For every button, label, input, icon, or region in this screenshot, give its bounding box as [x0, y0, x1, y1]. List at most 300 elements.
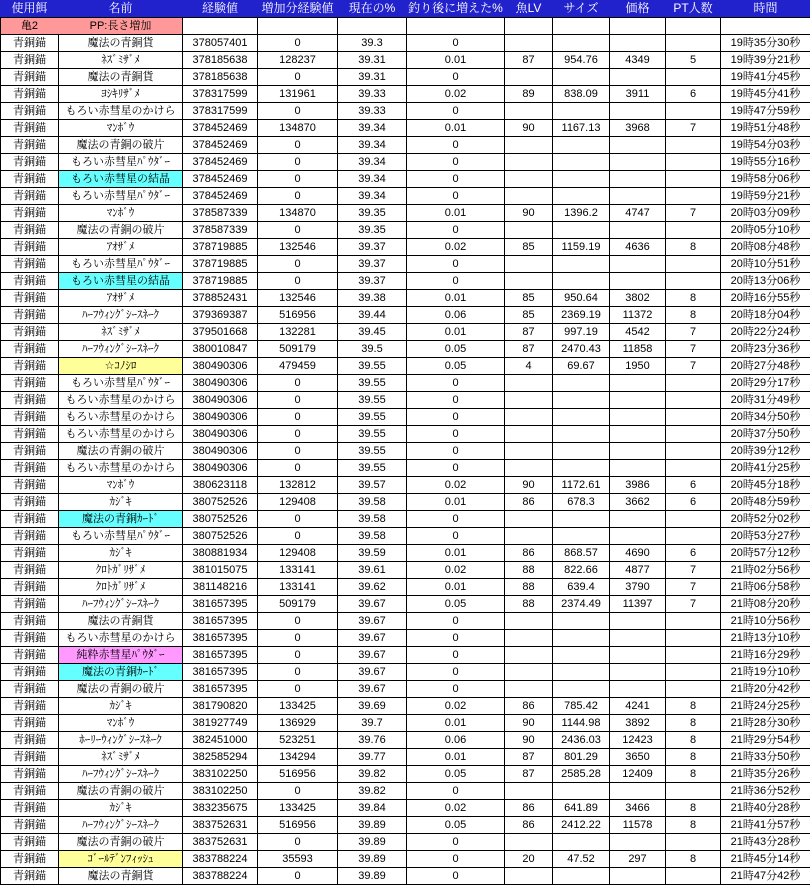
cell-gain[interactable]: 132812: [258, 477, 338, 494]
cell-size[interactable]: 801.29: [553, 749, 610, 766]
cell-pt[interactable]: 8: [666, 800, 721, 817]
cell-exp[interactable]: 381148216: [183, 579, 258, 596]
cell-bait[interactable]: 青銅錨: [1, 154, 59, 171]
cell-gain[interactable]: 0: [258, 256, 338, 273]
cell-size[interactable]: [553, 103, 610, 120]
cell-exp[interactable]: 381657395: [183, 630, 258, 647]
cell-lv[interactable]: [505, 69, 553, 86]
cell-gain[interactable]: 0: [258, 511, 338, 528]
cell-bait[interactable]: 青銅錨: [1, 749, 59, 766]
cell-exp[interactable]: 381657395: [183, 613, 258, 630]
cell-bait[interactable]: 青銅錨: [1, 494, 59, 511]
cell-name[interactable]: ﾏﾝﾎﾞｳ: [59, 120, 183, 137]
cell-exp[interactable]: 378719885: [183, 239, 258, 256]
cell-price[interactable]: [610, 273, 666, 290]
cell-size[interactable]: 1167.13: [553, 120, 610, 137]
cell-pgain[interactable]: 0.05: [407, 596, 505, 613]
empty-cell[interactable]: [407, 18, 505, 35]
cell-name[interactable]: ｸﾛﾄｶﾞﾘｻﾞﾒ: [59, 579, 183, 596]
cell-bait[interactable]: 青銅錨: [1, 171, 59, 188]
cell-pct[interactable]: 39.34: [338, 171, 407, 188]
cell-price[interactable]: 4747: [610, 205, 666, 222]
cell-name[interactable]: ﾏﾝﾎﾞｳ: [59, 715, 183, 732]
cell-size[interactable]: [553, 426, 610, 443]
cell-price[interactable]: 3986: [610, 477, 666, 494]
cell-pt[interactable]: 8: [666, 766, 721, 783]
cell-price[interactable]: [610, 188, 666, 205]
cell-bait[interactable]: 青銅錨: [1, 103, 59, 120]
col-header-fish-lv[interactable]: 魚LV: [505, 1, 553, 18]
cell-lv[interactable]: [505, 511, 553, 528]
cell-price[interactable]: 4877: [610, 562, 666, 579]
cell-pct[interactable]: 39.61: [338, 562, 407, 579]
cell-name[interactable]: もろい赤彗星ﾊﾟｳﾀﾞｰ: [59, 375, 183, 392]
cell-pgain[interactable]: 0: [407, 664, 505, 681]
cell-name[interactable]: ﾈｽﾞﾐｻﾞﾒ: [59, 52, 183, 69]
cell-pct[interactable]: 39.67: [338, 647, 407, 664]
cell-gain[interactable]: 129408: [258, 494, 338, 511]
cell-pgain[interactable]: 0: [407, 647, 505, 664]
cell-time[interactable]: 21時47分42秒: [721, 868, 810, 885]
cell-lv[interactable]: 90: [505, 732, 553, 749]
cell-exp[interactable]: 383752631: [183, 817, 258, 834]
cell-exp[interactable]: 380752526: [183, 494, 258, 511]
cell-pct[interactable]: 39.55: [338, 409, 407, 426]
cell-price[interactable]: [610, 783, 666, 800]
cell-name[interactable]: もろい赤彗星の結晶: [59, 171, 183, 188]
cell-size[interactable]: [553, 647, 610, 664]
cell-price[interactable]: [610, 375, 666, 392]
cell-price[interactable]: [610, 443, 666, 460]
cell-exp[interactable]: 380490306: [183, 460, 258, 477]
cell-price[interactable]: 3790: [610, 579, 666, 596]
cell-lv[interactable]: [505, 35, 553, 52]
cell-size[interactable]: 785.42: [553, 698, 610, 715]
cell-size[interactable]: 69.67: [553, 358, 610, 375]
cell-pt[interactable]: [666, 834, 721, 851]
cell-name[interactable]: もろい赤彗星のかけら: [59, 426, 183, 443]
empty-cell[interactable]: [183, 18, 258, 35]
cell-time[interactable]: 19時39分21秒: [721, 52, 810, 69]
cell-gain[interactable]: 0: [258, 188, 338, 205]
cell-lv[interactable]: 86: [505, 800, 553, 817]
cell-exp[interactable]: 382585294: [183, 749, 258, 766]
cell-pgain[interactable]: 0: [407, 426, 505, 443]
cell-pt[interactable]: 8: [666, 749, 721, 766]
cell-size[interactable]: [553, 613, 610, 630]
cell-bait[interactable]: 青銅錨: [1, 579, 59, 596]
cell-pt[interactable]: 8: [666, 715, 721, 732]
cell-time[interactable]: 21時35分26秒: [721, 766, 810, 783]
cell-pgain[interactable]: 0: [407, 137, 505, 154]
cell-name[interactable]: ﾖｼｷﾘｻﾞﾒ: [59, 86, 183, 103]
cell-lv[interactable]: 90: [505, 120, 553, 137]
cell-name[interactable]: 魔法の青銅貨: [59, 613, 183, 630]
cell-pt[interactable]: [666, 443, 721, 460]
cell-lv[interactable]: 20: [505, 851, 553, 868]
cell-exp[interactable]: 380623118: [183, 477, 258, 494]
cell-bait[interactable]: 青銅錨: [1, 137, 59, 154]
cell-time[interactable]: 20時31分49秒: [721, 392, 810, 409]
cell-time[interactable]: 19時55分16秒: [721, 154, 810, 171]
cell-name[interactable]: もろい赤彗星のかけら: [59, 630, 183, 647]
cell-bait[interactable]: 青銅錨: [1, 834, 59, 851]
cell-gain[interactable]: 0: [258, 528, 338, 545]
cell-time[interactable]: 21時29分54秒: [721, 732, 810, 749]
cell-name[interactable]: 魔法の青銅の破片: [59, 443, 183, 460]
cell-pct[interactable]: 39.55: [338, 443, 407, 460]
cell-lv[interactable]: 85: [505, 239, 553, 256]
cell-bait[interactable]: 青銅錨: [1, 52, 59, 69]
cell-price[interactable]: 4690: [610, 545, 666, 562]
cell-pt[interactable]: 8: [666, 817, 721, 834]
cell-price[interactable]: [610, 613, 666, 630]
cell-name[interactable]: 魔法の青銅の破片: [59, 834, 183, 851]
cell-bait[interactable]: 青銅錨: [1, 681, 59, 698]
cell-time[interactable]: 19時58分06秒: [721, 171, 810, 188]
cell-gain[interactable]: 133425: [258, 800, 338, 817]
cell-pgain[interactable]: 0.01: [407, 715, 505, 732]
cell-time[interactable]: 21時28分30秒: [721, 715, 810, 732]
cell-pgain[interactable]: 0: [407, 511, 505, 528]
cell-gain[interactable]: 0: [258, 409, 338, 426]
cell-exp[interactable]: 380752526: [183, 511, 258, 528]
subheader-note-cell[interactable]: PP:長さ増加: [59, 18, 183, 35]
empty-cell[interactable]: [505, 18, 553, 35]
cell-name[interactable]: ☆ｺﾉｼﾛ: [59, 358, 183, 375]
cell-pgain[interactable]: 0.02: [407, 239, 505, 256]
cell-gain[interactable]: 516956: [258, 307, 338, 324]
cell-name[interactable]: ﾊｰﾌｳｨﾝｸﾞｼｰｽﾈｰｸ: [59, 341, 183, 358]
cell-pt[interactable]: 8: [666, 239, 721, 256]
cell-time[interactable]: 21時19分10秒: [721, 664, 810, 681]
cell-size[interactable]: 1144.98: [553, 715, 610, 732]
cell-pgain[interactable]: 0.02: [407, 477, 505, 494]
cell-price[interactable]: 4542: [610, 324, 666, 341]
cell-gain[interactable]: 0: [258, 35, 338, 52]
cell-pgain[interactable]: 0: [407, 834, 505, 851]
cell-price[interactable]: 1950: [610, 358, 666, 375]
cell-exp[interactable]: 383102250: [183, 783, 258, 800]
cell-exp[interactable]: 383102250: [183, 766, 258, 783]
cell-gain[interactable]: 0: [258, 630, 338, 647]
cell-gain[interactable]: 0: [258, 647, 338, 664]
cell-pct[interactable]: 39.37: [338, 239, 407, 256]
col-header-size[interactable]: サイズ: [553, 1, 610, 18]
cell-lv[interactable]: [505, 409, 553, 426]
cell-pct[interactable]: 39.55: [338, 358, 407, 375]
cell-name[interactable]: ｶｼﾞｷ: [59, 494, 183, 511]
cell-lv[interactable]: 88: [505, 596, 553, 613]
empty-cell[interactable]: [610, 18, 666, 35]
cell-pt[interactable]: [666, 222, 721, 239]
cell-gain[interactable]: 0: [258, 137, 338, 154]
cell-size[interactable]: 2369.19: [553, 307, 610, 324]
cell-pct[interactable]: 39.82: [338, 783, 407, 800]
cell-time[interactable]: 19時59分21秒: [721, 188, 810, 205]
cell-time[interactable]: 20時45分18秒: [721, 477, 810, 494]
cell-pt[interactable]: 7: [666, 562, 721, 579]
cell-lv[interactable]: [505, 460, 553, 477]
cell-bait[interactable]: 青銅錨: [1, 647, 59, 664]
cell-name[interactable]: ﾈｽﾞﾐｻﾞﾒ: [59, 324, 183, 341]
cell-pt[interactable]: 7: [666, 596, 721, 613]
cell-time[interactable]: 20時03分09秒: [721, 205, 810, 222]
cell-price[interactable]: 11397: [610, 596, 666, 613]
cell-time[interactable]: 20時52分02秒: [721, 511, 810, 528]
cell-exp[interactable]: 383752631: [183, 834, 258, 851]
cell-price[interactable]: [610, 69, 666, 86]
cell-price[interactable]: [610, 460, 666, 477]
cell-exp[interactable]: 379369387: [183, 307, 258, 324]
cell-exp[interactable]: 380752526: [183, 528, 258, 545]
cell-size[interactable]: 641.89: [553, 800, 610, 817]
cell-pct[interactable]: 39.89: [338, 851, 407, 868]
cell-bait[interactable]: 青銅錨: [1, 324, 59, 341]
cell-gain[interactable]: 0: [258, 664, 338, 681]
cell-bait[interactable]: 青銅錨: [1, 630, 59, 647]
cell-bait[interactable]: 青銅錨: [1, 800, 59, 817]
cell-pct[interactable]: 39.77: [338, 749, 407, 766]
cell-bait[interactable]: 青銅錨: [1, 205, 59, 222]
cell-bait[interactable]: 青銅錨: [1, 86, 59, 103]
cell-price[interactable]: 4636: [610, 239, 666, 256]
cell-price[interactable]: [610, 103, 666, 120]
cell-pt[interactable]: [666, 273, 721, 290]
cell-lv[interactable]: 86: [505, 817, 553, 834]
cell-price[interactable]: [610, 256, 666, 273]
cell-gain[interactable]: 0: [258, 681, 338, 698]
cell-gain[interactable]: 0: [258, 834, 338, 851]
cell-bait[interactable]: 青銅錨: [1, 239, 59, 256]
cell-pct[interactable]: 39.76: [338, 732, 407, 749]
cell-bait[interactable]: 青銅錨: [1, 613, 59, 630]
cell-gain[interactable]: 0: [258, 443, 338, 460]
cell-lv[interactable]: 87: [505, 766, 553, 783]
cell-price[interactable]: [610, 664, 666, 681]
cell-exp[interactable]: 378185638: [183, 52, 258, 69]
cell-pgain[interactable]: 0.06: [407, 307, 505, 324]
cell-exp[interactable]: 380490306: [183, 426, 258, 443]
cell-lv[interactable]: [505, 630, 553, 647]
cell-name[interactable]: もろい赤彗星ﾊﾟｳﾀﾞｰ: [59, 256, 183, 273]
cell-bait[interactable]: 青銅錨: [1, 375, 59, 392]
cell-lv[interactable]: 87: [505, 749, 553, 766]
cell-price[interactable]: [610, 630, 666, 647]
cell-exp[interactable]: 378452469: [183, 154, 258, 171]
cell-time[interactable]: 21時41分57秒: [721, 817, 810, 834]
cell-pgain[interactable]: 0.05: [407, 358, 505, 375]
cell-size[interactable]: 1396.2: [553, 205, 610, 222]
cell-size[interactable]: 997.19: [553, 324, 610, 341]
cell-lv[interactable]: [505, 375, 553, 392]
cell-time[interactable]: 20時23分36秒: [721, 341, 810, 358]
cell-exp[interactable]: 383235675: [183, 800, 258, 817]
cell-bait[interactable]: 青銅錨: [1, 766, 59, 783]
cell-price[interactable]: 4349: [610, 52, 666, 69]
cell-pct[interactable]: 39.34: [338, 120, 407, 137]
cell-pgain[interactable]: 0: [407, 409, 505, 426]
cell-name[interactable]: ﾊｰﾌｳｨﾝｸﾞｼｰｽﾈｰｸ: [59, 817, 183, 834]
cell-time[interactable]: 20時57分12秒: [721, 545, 810, 562]
cell-pct[interactable]: 39.67: [338, 613, 407, 630]
cell-lv[interactable]: 85: [505, 307, 553, 324]
cell-size[interactable]: 639.4: [553, 579, 610, 596]
cell-pgain[interactable]: 0: [407, 851, 505, 868]
cell-gain[interactable]: 133141: [258, 579, 338, 596]
cell-size[interactable]: [553, 460, 610, 477]
cell-bait[interactable]: 青銅錨: [1, 562, 59, 579]
cell-pct[interactable]: 39.31: [338, 69, 407, 86]
cell-pt[interactable]: [666, 681, 721, 698]
empty-cell[interactable]: [721, 18, 810, 35]
cell-time[interactable]: 19時35分30秒: [721, 35, 810, 52]
cell-pt[interactable]: [666, 35, 721, 52]
cell-price[interactable]: [610, 222, 666, 239]
cell-bait[interactable]: 青銅錨: [1, 273, 59, 290]
cell-size[interactable]: [553, 392, 610, 409]
cell-gain[interactable]: 509179: [258, 341, 338, 358]
cell-pct[interactable]: 39.55: [338, 460, 407, 477]
cell-pt[interactable]: [666, 664, 721, 681]
cell-size[interactable]: [553, 868, 610, 885]
cell-gain[interactable]: 35593: [258, 851, 338, 868]
cell-pt[interactable]: 7: [666, 579, 721, 596]
cell-gain[interactable]: 0: [258, 613, 338, 630]
cell-exp[interactable]: 380010847: [183, 341, 258, 358]
cell-time[interactable]: 21時08分20秒: [721, 596, 810, 613]
cell-exp[interactable]: 381657395: [183, 681, 258, 698]
cell-pgain[interactable]: 0.01: [407, 52, 505, 69]
cell-pt[interactable]: [666, 783, 721, 800]
cell-time[interactable]: 21時06分58秒: [721, 579, 810, 596]
cell-pgain[interactable]: 0: [407, 460, 505, 477]
cell-pgain[interactable]: 0: [407, 681, 505, 698]
cell-bait[interactable]: 青銅錨: [1, 477, 59, 494]
cell-name[interactable]: もろい赤彗星のかけら: [59, 103, 183, 120]
cell-gain[interactable]: 0: [258, 69, 338, 86]
cell-exp[interactable]: 381927749: [183, 715, 258, 732]
empty-cell[interactable]: [553, 18, 610, 35]
cell-pt[interactable]: 6: [666, 86, 721, 103]
cell-pgain[interactable]: 0: [407, 171, 505, 188]
cell-time[interactable]: 20時18分04秒: [721, 307, 810, 324]
cell-lv[interactable]: [505, 273, 553, 290]
cell-exp[interactable]: 378719885: [183, 256, 258, 273]
cell-gain[interactable]: 134870: [258, 205, 338, 222]
cell-price[interactable]: [610, 392, 666, 409]
cell-bait[interactable]: 青銅錨: [1, 868, 59, 885]
cell-name[interactable]: もろい赤彗星のかけら: [59, 392, 183, 409]
cell-pct[interactable]: 39.58: [338, 528, 407, 545]
cell-price[interactable]: 3968: [610, 120, 666, 137]
cell-pct[interactable]: 39.5: [338, 341, 407, 358]
cell-size[interactable]: [553, 783, 610, 800]
cell-gain[interactable]: 132546: [258, 239, 338, 256]
cell-pgain[interactable]: 0.01: [407, 324, 505, 341]
cell-time[interactable]: 20時13分06秒: [721, 273, 810, 290]
cell-exp[interactable]: 378852431: [183, 290, 258, 307]
cell-pgain[interactable]: 0: [407, 222, 505, 239]
cell-pgain[interactable]: 0: [407, 868, 505, 885]
cell-size[interactable]: [553, 273, 610, 290]
cell-lv[interactable]: 90: [505, 477, 553, 494]
cell-pct[interactable]: 39.89: [338, 834, 407, 851]
cell-time[interactable]: 21時40分28秒: [721, 800, 810, 817]
cell-pgain[interactable]: 0: [407, 188, 505, 205]
cell-time[interactable]: 21時43分28秒: [721, 834, 810, 851]
cell-price[interactable]: 3662: [610, 494, 666, 511]
cell-time[interactable]: 20時05分10秒: [721, 222, 810, 239]
cell-lv[interactable]: [505, 783, 553, 800]
cell-pgain[interactable]: 0.02: [407, 800, 505, 817]
cell-pt[interactable]: [666, 868, 721, 885]
cell-bait[interactable]: 青銅錨: [1, 851, 59, 868]
cell-time[interactable]: 20時10分51秒: [721, 256, 810, 273]
cell-pt[interactable]: 6: [666, 545, 721, 562]
cell-bait[interactable]: 青銅錨: [1, 426, 59, 443]
cell-exp[interactable]: 380490306: [183, 443, 258, 460]
cell-pct[interactable]: 39.58: [338, 494, 407, 511]
cell-time[interactable]: 21時33分50秒: [721, 749, 810, 766]
cell-size[interactable]: [553, 528, 610, 545]
cell-pt[interactable]: [666, 426, 721, 443]
cell-bait[interactable]: 青銅錨: [1, 443, 59, 460]
cell-lv[interactable]: 86: [505, 494, 553, 511]
cell-bait[interactable]: 青銅錨: [1, 545, 59, 562]
cell-gain[interactable]: 128237: [258, 52, 338, 69]
cell-pct[interactable]: 39.3: [338, 35, 407, 52]
cell-gain[interactable]: 0: [258, 783, 338, 800]
cell-gain[interactable]: 132546: [258, 290, 338, 307]
cell-pgain[interactable]: 0.01: [407, 579, 505, 596]
cell-bait[interactable]: 青銅錨: [1, 528, 59, 545]
cell-pct[interactable]: 39.67: [338, 681, 407, 698]
cell-pgain[interactable]: 0.05: [407, 817, 505, 834]
cell-bait[interactable]: 青銅錨: [1, 358, 59, 375]
cell-pct[interactable]: 39.89: [338, 868, 407, 885]
cell-size[interactable]: 2436.03: [553, 732, 610, 749]
cell-exp[interactable]: 380490306: [183, 375, 258, 392]
cell-size[interactable]: 2585.28: [553, 766, 610, 783]
cell-pt[interactable]: [666, 171, 721, 188]
cell-size[interactable]: 822.66: [553, 562, 610, 579]
cell-size[interactable]: 954.76: [553, 52, 610, 69]
cell-exp[interactable]: 380490306: [183, 358, 258, 375]
cell-size[interactable]: [553, 443, 610, 460]
cell-pct[interactable]: 39.89: [338, 817, 407, 834]
cell-exp[interactable]: 379501668: [183, 324, 258, 341]
cell-time[interactable]: 19時54分03秒: [721, 137, 810, 154]
cell-gain[interactable]: 132281: [258, 324, 338, 341]
cell-pct[interactable]: 39.84: [338, 800, 407, 817]
cell-time[interactable]: 20時48分59秒: [721, 494, 810, 511]
cell-pct[interactable]: 39.33: [338, 103, 407, 120]
cell-pgain[interactable]: 0.01: [407, 749, 505, 766]
cell-bait[interactable]: 青銅錨: [1, 715, 59, 732]
cell-pgain[interactable]: 0.05: [407, 341, 505, 358]
cell-bait[interactable]: 青銅錨: [1, 120, 59, 137]
cell-pgain[interactable]: 0.01: [407, 205, 505, 222]
cell-pct[interactable]: 39.38: [338, 290, 407, 307]
cell-name[interactable]: 魔法の青銅貨: [59, 868, 183, 885]
col-header-exp-gain[interactable]: 増加分経験値: [258, 1, 338, 18]
cell-lv[interactable]: 85: [505, 290, 553, 307]
cell-bait[interactable]: 青銅錨: [1, 307, 59, 324]
cell-pct[interactable]: 39.37: [338, 256, 407, 273]
cell-exp[interactable]: 378317599: [183, 86, 258, 103]
cell-gain[interactable]: 133425: [258, 698, 338, 715]
